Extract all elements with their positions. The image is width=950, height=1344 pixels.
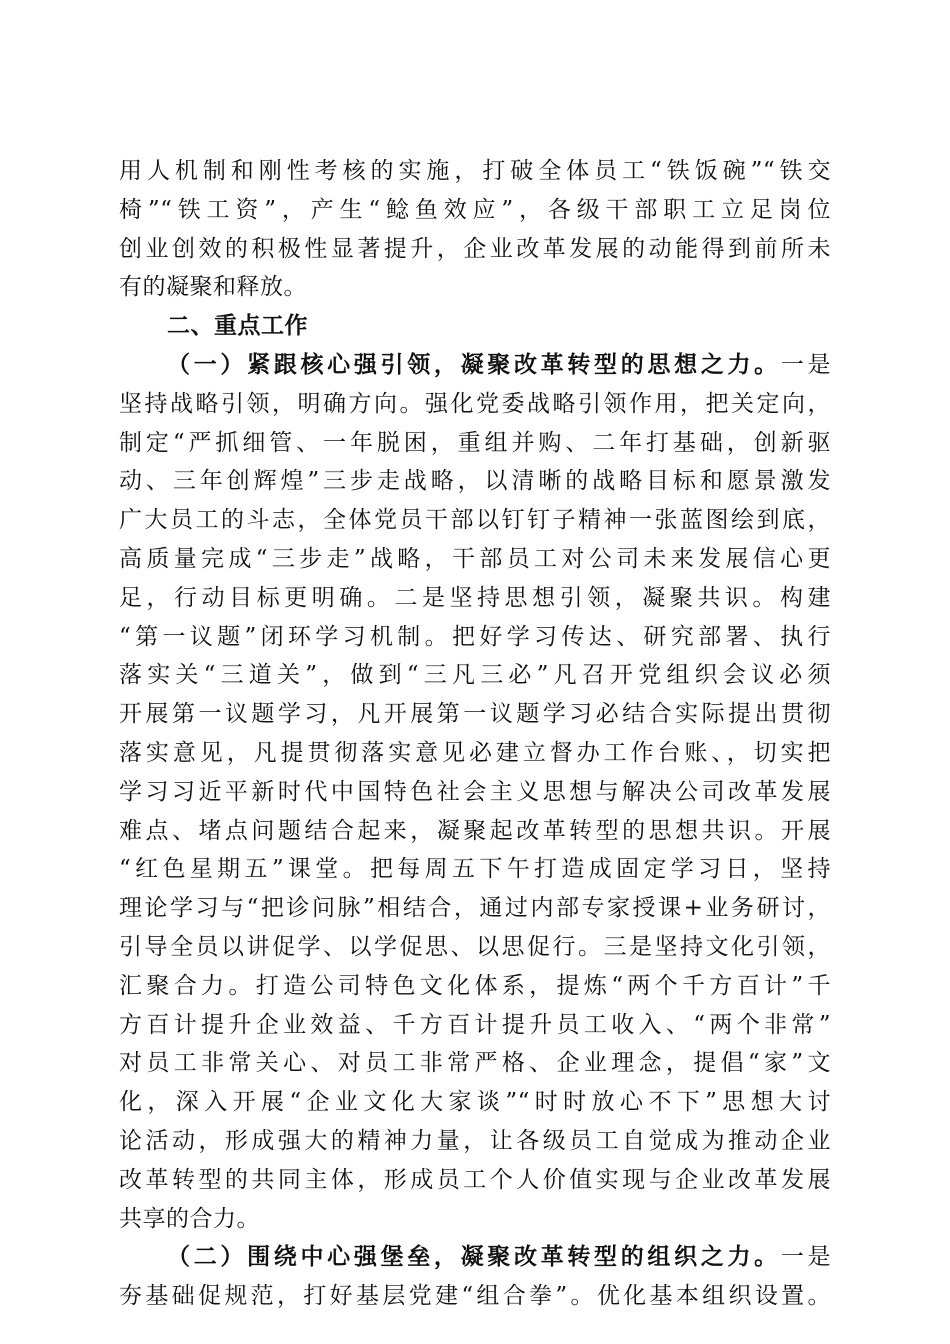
- paragraph-line: 落实关“三道关”，做到“三凡三必”凡召开党组织会议必须: [119, 662, 831, 689]
- subsection-heading: （二）围绕中心强堡垒，凝聚改革转型的组织之力。: [167, 1244, 781, 1271]
- inline-text: 一是: [780, 1244, 831, 1271]
- paragraph-line: 共享的合力。: [119, 1205, 260, 1232]
- paragraph-line: 坚持战略引领，明确方向。强化党委战略引领作用，把关定向，: [119, 390, 831, 417]
- paragraph-line: 开展第一议题学习，凡开展第一议题学习必结合实际提出贯彻: [119, 701, 831, 728]
- paragraph-line: 方百计提升企业效益、千方百计提升员工收入、“两个非常”: [119, 1011, 831, 1038]
- paragraph-line: 高质量完成“三步走”战略，干部员工对公司未来发展信心更: [119, 545, 831, 572]
- paragraph-line: 化，深入开展“企业文化大家谈”“时时放心不下”思想大讨: [119, 1089, 831, 1116]
- paragraph-line: 椅”“铁工资”，产生“鲶鱼效应”，各级干部职工立足岗位: [119, 196, 831, 223]
- paragraph-line: 夯基础促规范，打好基层党建“组合拳”。优化基本组织设置。: [119, 1283, 831, 1310]
- paragraph-line: “第一议题”闭环学习机制。把好学习传达、研究部署、执行: [119, 623, 831, 650]
- paragraph-line: 用人机制和刚性考核的实施，打破全体员工“铁饭碗”“铁交: [119, 158, 831, 184]
- paragraph-line: [119, 1238, 831, 1277]
- inline-text: 一是: [780, 351, 831, 378]
- paragraph-line: 对员工非常关心、对员工非常严格、企业理念，提倡“家”文: [119, 1050, 831, 1077]
- paragraph-line: 论活动，形成强大的精神力量，让各级员工自觉成为推动企业: [119, 1127, 831, 1154]
- paragraph-line: 汇聚合力。打造公司特色文化体系，提炼“两个千方百计”千: [119, 972, 831, 999]
- paragraph-line: 广大员工的斗志，全体党员干部以钉钉子精神一张蓝图绘到底，: [119, 507, 831, 534]
- paragraph-line: 落实意见，凡提贯彻落实意见必建立督办工作台账、，切实把: [119, 739, 831, 766]
- paragraph-line: 引导全员以讲促学、以学促思、以思促行。三是坚持文化引领，: [119, 933, 831, 960]
- subsection-heading: （一）紧跟核心强引领，凝聚改革转型的思想之力。: [167, 351, 781, 378]
- paragraph-line: 创业创效的积极性显著提升，企业改革发展的动能得到前所未: [119, 235, 831, 262]
- paragraph-line: [119, 346, 831, 385]
- paragraph-line: 理论学习与“把诊问脉”相结合，通过内部专家授课+业务研讨，: [119, 895, 831, 922]
- paragraph-line: 制定“严抓细管、一年脱困，重组并购、二年打基础，创新驱: [119, 429, 831, 456]
- paragraph-line: 足，行动目标更明确。二是坚持思想引领，凝聚共识。构建: [119, 584, 831, 611]
- paragraph-line: 有的凝聚和释放。: [119, 274, 307, 301]
- paragraph-line: 学习习近平新时代中国特色社会主义思想与解决公司改革发展: [119, 778, 831, 805]
- document-body: [119, 152, 831, 1316]
- section-heading: 二、重点工作: [167, 313, 308, 340]
- paragraph-line: 难点、堵点问题结合起来，凝聚起改革转型的思想共识。开展: [119, 817, 831, 844]
- paragraph-line: 动、三年创辉煌”三步走战略，以清晰的战略目标和愿景激发: [119, 468, 831, 495]
- paragraph-line: 改革转型的共同主体，形成员工个人价值实现与企业改革发展: [119, 1166, 831, 1193]
- paragraph-line: “红色星期五”课堂。把每周五下午打造成固定学习日，坚持: [119, 856, 831, 883]
